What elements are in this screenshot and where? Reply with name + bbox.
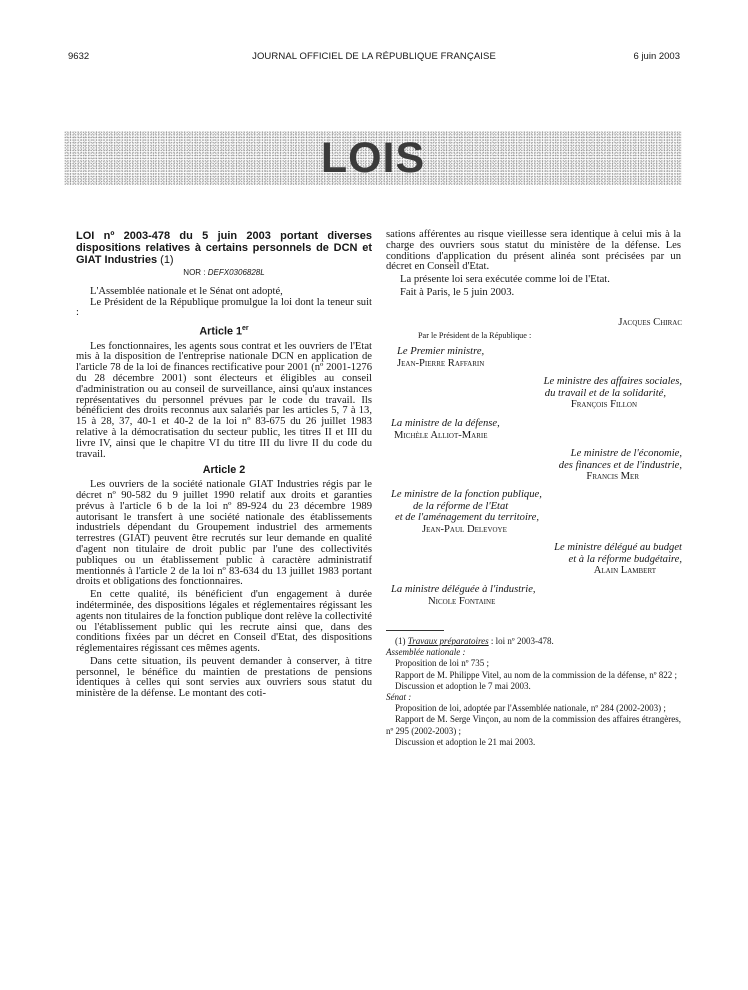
footnotes [386,630,681,748]
footnote-item: Discussion et adoption le 7 mai 2003. [395,680,531,691]
signature-economy: Le ministre de l'économie, des finances et de l'industrie, Francis Mer [558,448,682,483]
footnote-item: Proposition de loi nº 735 ; [395,658,490,669]
place-date: Fait à Paris, le 5 juin 2003. [400,286,515,298]
right-column [386,230,681,299]
par-le-president: Par le Président de la République : [418,331,532,340]
intro-adopted: L'Assemblée nationale et le Sénat ont adopté, [90,285,283,297]
signature-president: Jacques Chirac [618,317,682,328]
signature-prime-minister: Le Premier ministre, Jean-Pierre Raffarin [397,346,485,369]
running-header [68,51,680,65]
footnote-item: Proposition de loi, adoptée par l'Assemblée nationale, nº 284 (2002-2003) ; [395,703,666,714]
article-1-text: Les fonctionnaires, les agents sous contrat et les ouvriers de l'Etat mis à la disposition de l'entreprise nationale DCN en application de l'article 78 de la loi de finances rectificative pour 2001 (nº 2001-1276 du 28 décembre 2001) sont électeurs et éligibles au conseil d'administration ou au conseil de surveillance, ainsi qu'aux instances représentatives du personnel prévues par le code du travail. Ils bénéficient des droits reconnus aux salariés par les articles 5, 7 à 13, 15 à 28, 37, 40-1 et 40-2 de la loi nº 83-675 du 26 juillet 1983 relative à la démocratisation du secteur public, les titres II et III du livre IV, ainsi que le chapitre VI du titre III du livre II du code du travail. [76,340,372,460]
intro-promulgation: Le Président de la République promulgue la loi dont la teneur suit : [76,296,372,319]
signature-social-affairs: Le ministre des affaires sociales, du travail et de la solidarité, François Fillon [543,376,682,411]
article-2-paragraph: En cette qualité, ils bénéficient d'un engagement à durée indéterminée, des dispositions légales et réglementaires régissant les agents non titulaires de la fonction publique dont relève la collectivité ou l'établissement public qui les recrute ainsi que, dans des conditions fixées par un décret en Conseil d'Etat, des dispositions réglementaires régissant ces mêmes agents. [76,589,372,655]
footnote-preparatory-works: (1) Travaux préparatoires : loi nº 2003-478. [395,636,554,646]
signature-industry: La ministre déléguée à l'industrie, Nicole Fontaine [391,584,536,607]
page-number: 9632 [68,51,90,62]
left-column [76,230,372,700]
section-banner [64,131,682,185]
signature-defense: La ministre de la défense, Michèle Alliot-Marie [391,418,500,441]
footnote-senat-heading: Sénat : [386,692,412,703]
signature-public-service: Le ministre de la fonction publique, de la réforme de l'Etat et de l'aménagement du territoire, Jean-Paul Delevoye [391,489,542,535]
footnote-rule [386,630,444,631]
law-title: LOI nº 2003-478 du 5 juin 2003 portant diverses dispositions relatives à certains personnels de DCN et GIAT Industries (1) [76,230,372,266]
article-2-paragraph: Dans cette situation, ils peuvent demander à conserver, à titre personnel, le bénéfice du maintien de prestations de pensions identiques à celles qui sont servies aux ouvriers sous statut du ministère de la défense. Le montant des coti- [76,655,372,700]
footnote-item: Rapport de M. Serge Vinçon, au nom de la commission des affaires étrangères, nº 295 (2002-2003) ; [386,714,681,736]
article-2-heading: Article 2 [202,464,246,477]
execution-clause: La présente loi sera exécutée comme loi de l'Etat. [400,274,610,286]
article-2-paragraph: Les ouvriers de la société nationale GIAT Industries régis par le décret nº 90-582 du 9 juillet 1990 relatif aux droits et garanties prévus à l'article 6 b de la loi nº 89-924 du 23 décembre 1989 autorisant le transfert à une société nationale des établissements industriels dépendant du Groupement industriel des armements terrestres (GIAT) peuvent être recrutés sur leur demande en qualité d'agent non titulaire de droit public par l'une des collectivités publiques ou un établissement public à caractère administratif mentionnés à l'article 2 de la loi nº 83-634 du 13 juillet 1983 portant droits et obligations des fonctionnaires. [76,479,372,588]
journal-title: JOURNAL OFFICIEL DE LA RÉPUBLIQUE FRANÇAISE [252,51,496,62]
issue-date: 6 juin 2003 [633,51,680,62]
section-title: LOIS [320,134,426,182]
footnote-item: Discussion et adoption le 21 mai 2003. [395,736,536,747]
article-2-continuation: sations afférentes au risque vieillesse sera identique à celui mis à la charge des ouvriers sous statut du ministère de la défense. Les conditions d'application du présent alinéa sont précisées par un décret en Conseil d'Etat. [386,229,681,273]
footnote-ref: (1) [160,254,174,266]
nor-reference: NOR : DEFX0306828L [183,268,265,277]
footnote-an-heading: Assemblée nationale : [386,647,466,658]
signature-budget: Le ministre délégué au budget et à la réforme budgétaire, Alain Lambert [554,542,682,577]
article-1-heading: Article 1er [199,325,249,338]
footnote-item: Rapport de M. Philippe Vitel, au nom de la commission de la défense, nº 822 ; [395,669,678,680]
